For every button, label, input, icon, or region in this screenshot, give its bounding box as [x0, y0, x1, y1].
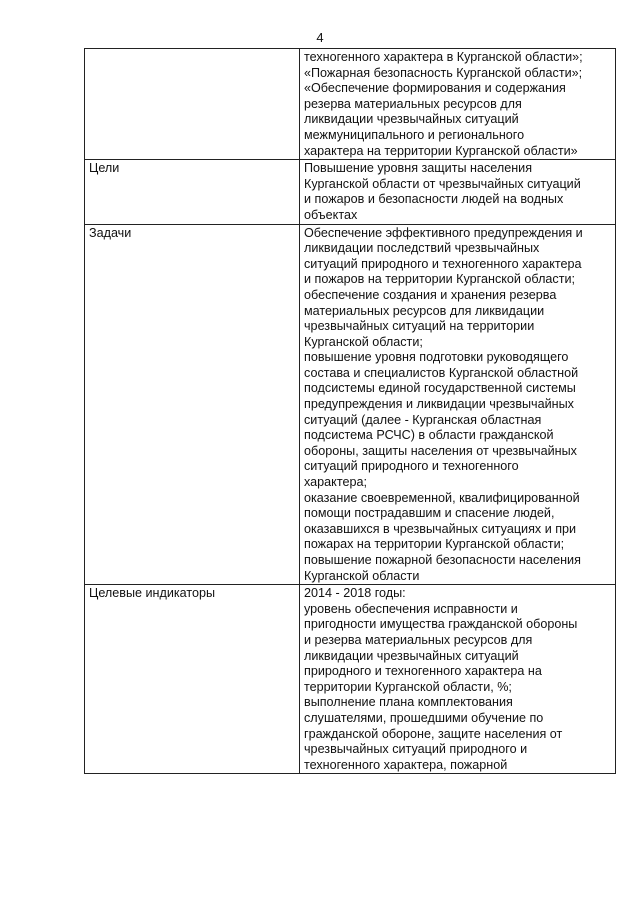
row-label: Задачи — [85, 224, 300, 585]
value-line: территории Курганской области, %; — [304, 679, 512, 694]
value-line: повышение пожарной безопасности населения — [304, 553, 581, 567]
value-line: уровень обеспечения исправности и — [304, 601, 518, 616]
value-line: предупреждения и ликвидации чрезвычайных — [304, 397, 574, 412]
value-line: межмуниципального и регионального — [304, 127, 525, 142]
value-line: подсистема РСЧС) в области гражданской — [304, 428, 554, 443]
value-line: ситуаций (далее - Курганская областная — [304, 412, 542, 427]
value-line: помощи пострадавшим и спасение людей, — [304, 506, 555, 521]
value-line: ликвидации чрезвычайных ситуаций — [304, 648, 519, 663]
row-value — [300, 160, 616, 224]
value-line: ситуаций природного и техногенного характера — [304, 256, 582, 271]
value-line: Обеспечение эффективного предупреждения и — [304, 225, 583, 240]
row-value — [300, 224, 616, 585]
passport-row — [85, 224, 616, 585]
value-line: пригодности имущества гражданской обороны — [304, 617, 578, 632]
value-line: материальных ресурсов для ликвидации — [304, 303, 545, 318]
value-line: «Пожарная безопасность Курганской области»; — [304, 65, 583, 80]
program-passport-table — [84, 48, 616, 774]
value-line: характера; — [304, 475, 367, 490]
value-line: техногенного характера, пожарной — [304, 757, 508, 772]
value-line: характера на территории Курганской области» — [304, 143, 578, 158]
value-line: гражданской обороне, защите населения от — [304, 726, 563, 741]
value-line: и пожаров на территории Курганской области; — [304, 272, 576, 287]
value-line: выполнение плана комплектования — [304, 695, 513, 710]
value-line: повышение уровня подготовки руководящего — [304, 350, 569, 365]
value-line: обороны, защиты населения от чрезвычайных — [304, 443, 577, 458]
row-label: Целевые индикаторы — [85, 585, 300, 774]
program-passport-body — [85, 49, 616, 774]
value-line: оказавшихся в чрезвычайных ситуациях и при — [304, 521, 577, 536]
value-line: и пожаров и безопасности людей на водных — [304, 192, 564, 207]
value-line: Курганской области; — [304, 334, 423, 349]
value-line: Курганской области — [304, 568, 420, 583]
value-line: подсистемы единой государственной системы — [304, 381, 576, 396]
page-number: 4 — [316, 30, 324, 45]
value-line: природного и техногенного характера на — [304, 664, 542, 679]
value-line: чрезвычайных ситуаций природного и — [304, 742, 528, 757]
passport-row — [85, 585, 616, 774]
value-line: техногенного характера в Курганской области»; — [304, 50, 583, 64]
value-line: «Обеспечение формирования и содержания — [304, 81, 566, 96]
row-label — [85, 49, 300, 160]
passport-row — [85, 49, 616, 160]
value-line: пожарах на территории Курганской области; — [304, 537, 565, 552]
value-line: Повышение уровня защиты населения — [304, 161, 533, 176]
value-line: ликвидации последствий чрезвычайных — [304, 241, 540, 256]
value-line: резерва материальных ресурсов для — [304, 96, 522, 111]
value-line: 2014 - 2018 годы: — [304, 586, 406, 601]
row-label: Цели — [85, 160, 300, 224]
passport-row — [85, 160, 616, 224]
value-line: и резерва материальных ресурсов для — [304, 632, 533, 647]
value-line: ликвидации чрезвычайных ситуаций — [304, 112, 519, 127]
value-line: оказание своевременной, квалифицированной — [304, 490, 580, 505]
value-line: Курганской области от чрезвычайных ситуаций — [304, 176, 581, 191]
value-line: обеспечение создания и хранения резерва — [304, 287, 557, 302]
value-line: ситуаций природного и техногенного — [304, 459, 519, 474]
value-line: слушателями, прошедшими обучение по — [304, 710, 544, 725]
value-line: объектах — [304, 207, 358, 222]
value-line: чрезвычайных ситуаций на территории — [304, 319, 535, 334]
row-value — [300, 585, 616, 774]
row-value — [300, 49, 616, 160]
value-line: состава и специалистов Курганской областной — [304, 365, 579, 380]
